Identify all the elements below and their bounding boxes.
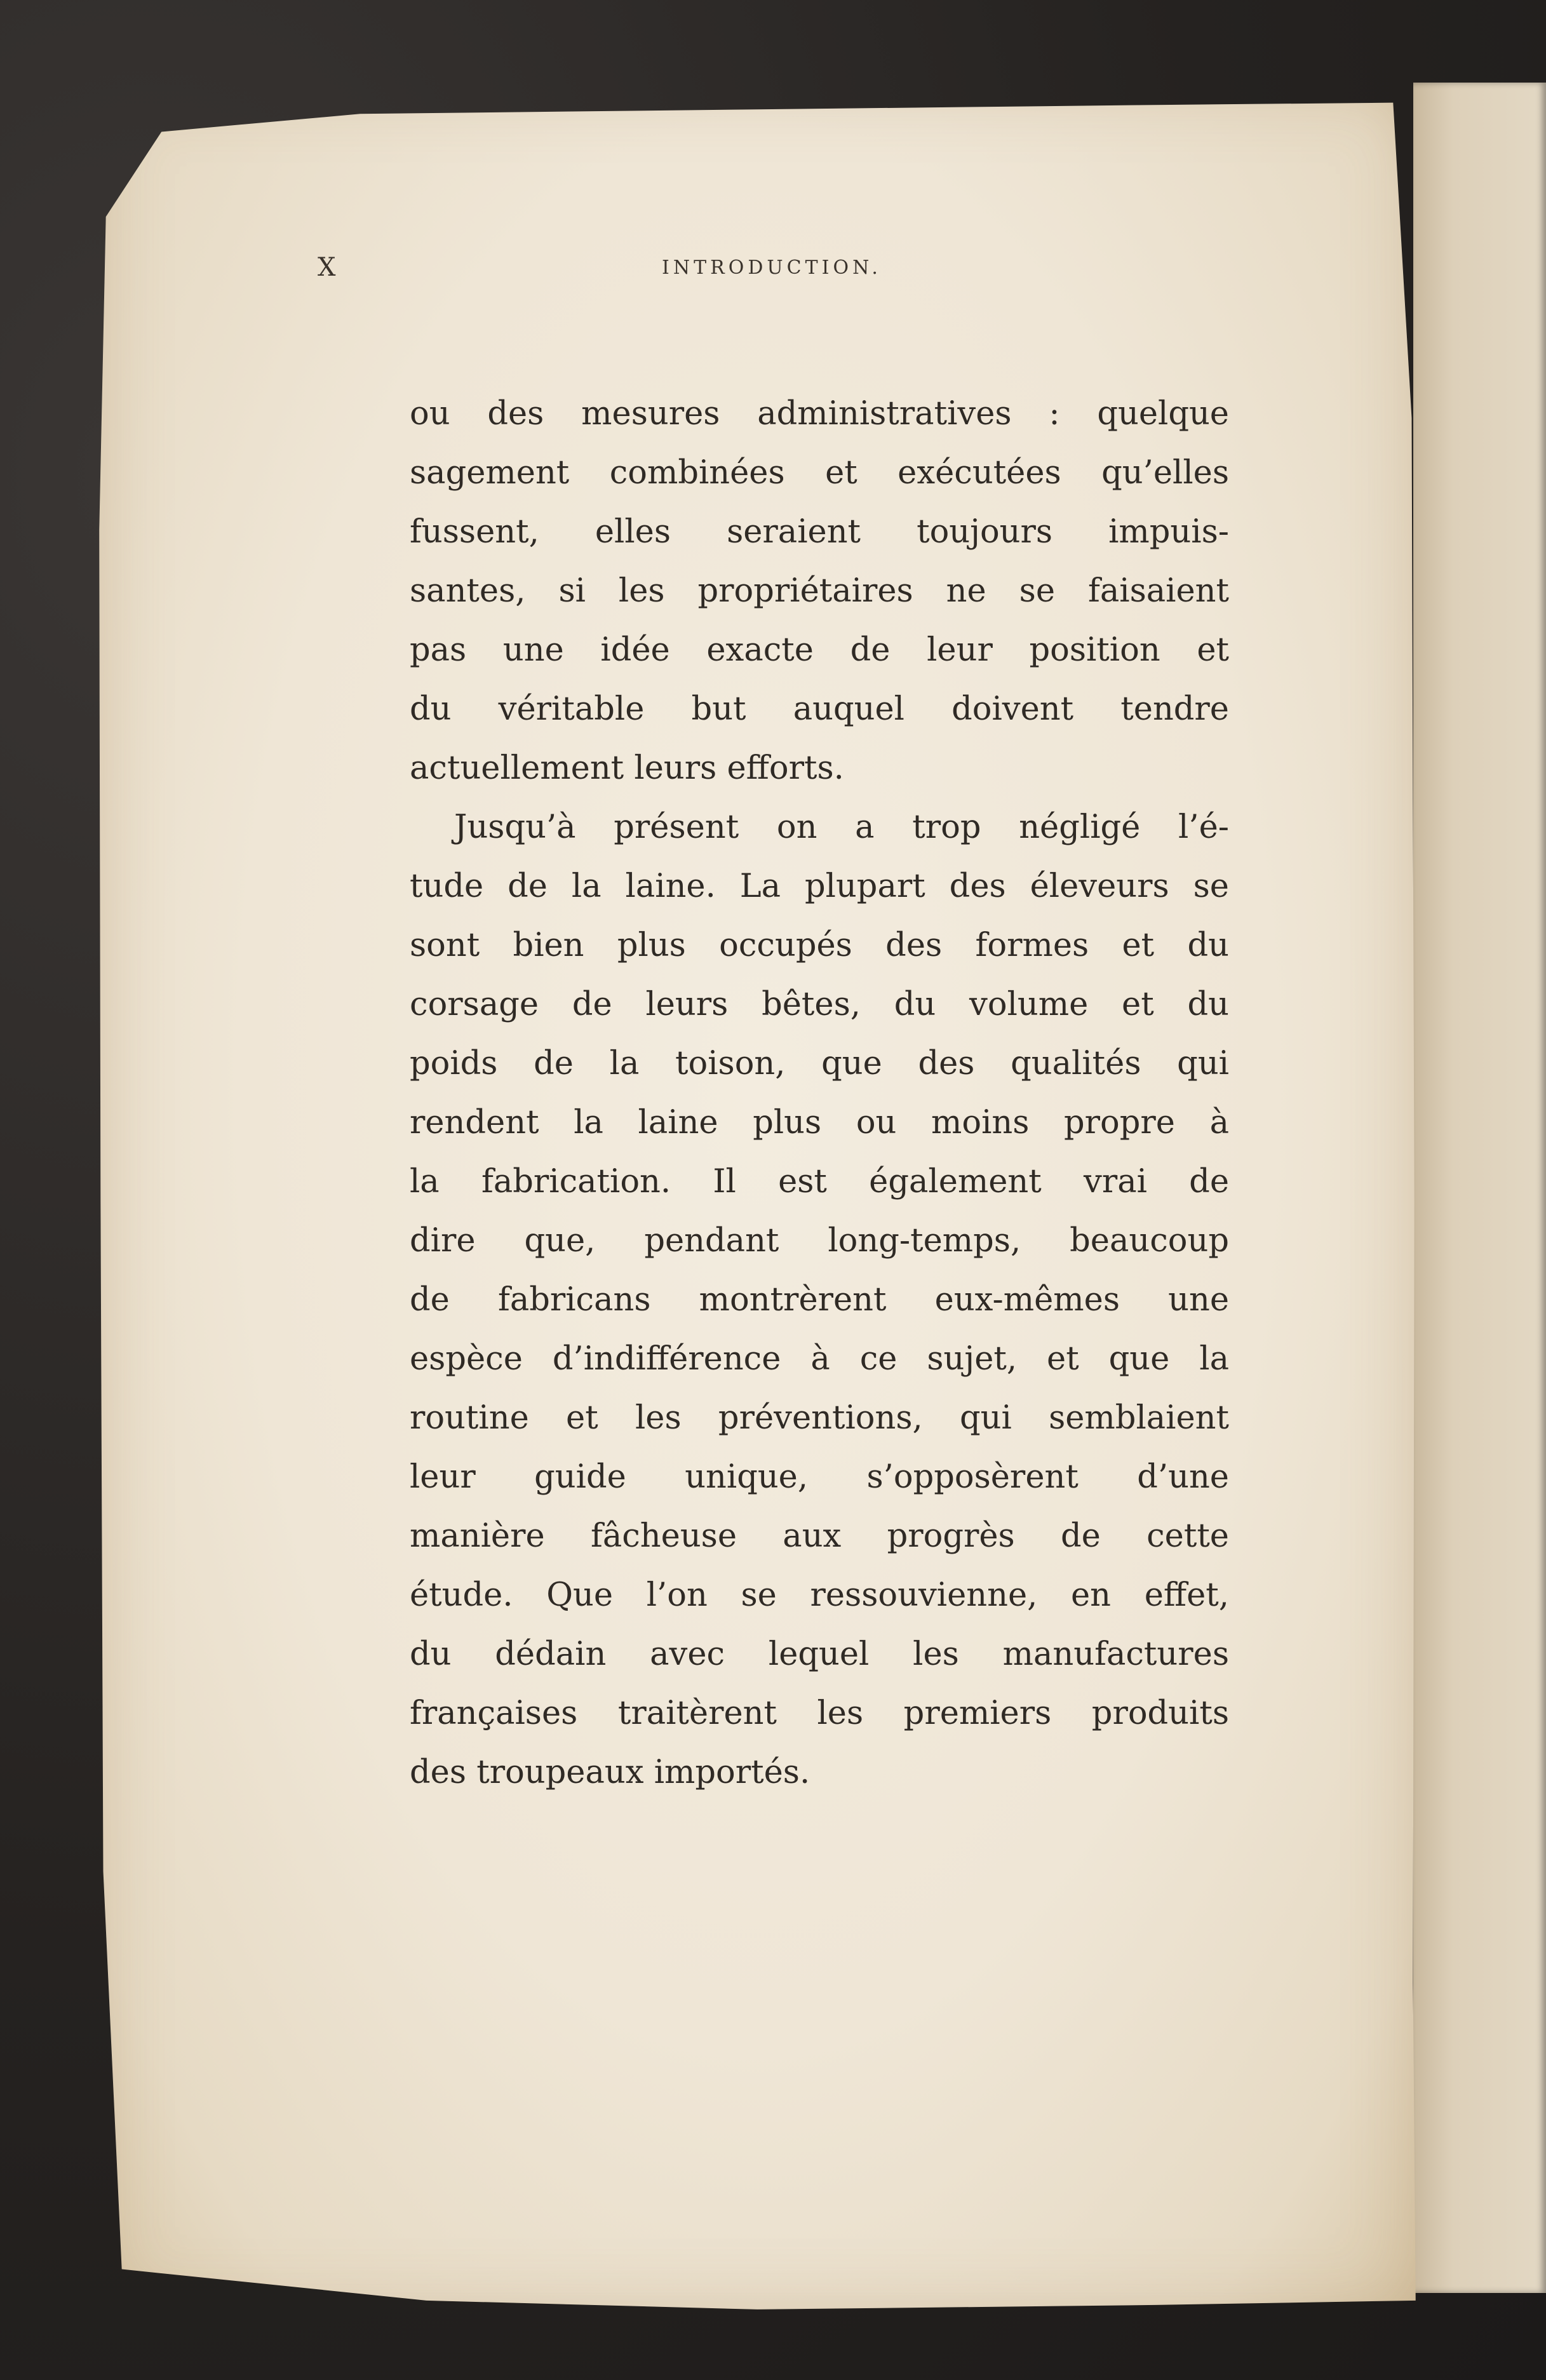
- running-head: INTRODUCTION.: [662, 257, 882, 279]
- text-line: la fabrication. Il est également vrai de: [410, 1163, 1229, 1200]
- body-text: [410, 384, 1229, 1802]
- text-line: poids de la toison, que des qualités qui: [410, 1045, 1229, 1082]
- page-header: [318, 253, 1226, 285]
- text-line: tude de la laine. La plupart des éleveurs se: [410, 868, 1229, 905]
- paragraph-1: [410, 384, 1229, 798]
- text-line: du dédain avec lequel les manufactures: [410, 1636, 1229, 1673]
- text-line: pas une idée exacte de leur position et: [410, 631, 1229, 669]
- text-line: routine et les préventions, qui semblaient: [410, 1399, 1229, 1437]
- text-line: sont bien plus occupés des formes et du: [410, 927, 1229, 964]
- text-line: leur guide unique, s’opposèrent d’une: [410, 1458, 1229, 1496]
- text-line: des troupeaux importés.: [410, 1754, 810, 1791]
- text-line: sagement combinées et exécutées qu’elles: [410, 454, 1229, 492]
- text-line: espèce d’indifférence à ce sujet, et que la: [410, 1340, 1229, 1378]
- text-line: manière fâcheuse aux progrès de cette: [410, 1517, 1229, 1555]
- text-line: Jusqu’à présent on a trop négligé l’é-: [454, 809, 1229, 846]
- next-page-edge: [1413, 83, 1546, 2293]
- paragraph-2: [410, 798, 1229, 1802]
- text-line: corsage de leurs bêtes, du volume et du: [410, 986, 1229, 1023]
- text-line: de fabricans montrèrent eux-mêmes une: [410, 1281, 1229, 1319]
- text-line: ou des mesures administratives : quelque: [410, 395, 1229, 433]
- text-line: santes, si les propriétaires ne se faisaient: [410, 572, 1229, 610]
- text-line: du véritable but auquel doivent tendre: [410, 690, 1229, 728]
- text-line: françaises traitèrent les premiers produits: [410, 1695, 1229, 1732]
- text-line: fussent, elles seraient toujours impuis-: [410, 513, 1229, 551]
- text-line: étude. Que l’on se ressouvienne, en effet,: [410, 1577, 1229, 1614]
- text-line: dire que, pendant long-temps, beaucoup: [410, 1222, 1229, 1260]
- page-number: X: [318, 253, 337, 282]
- text-line: rendent la laine plus ou moins propre à: [410, 1104, 1229, 1141]
- text-line: actuellement leurs efforts.: [410, 750, 844, 787]
